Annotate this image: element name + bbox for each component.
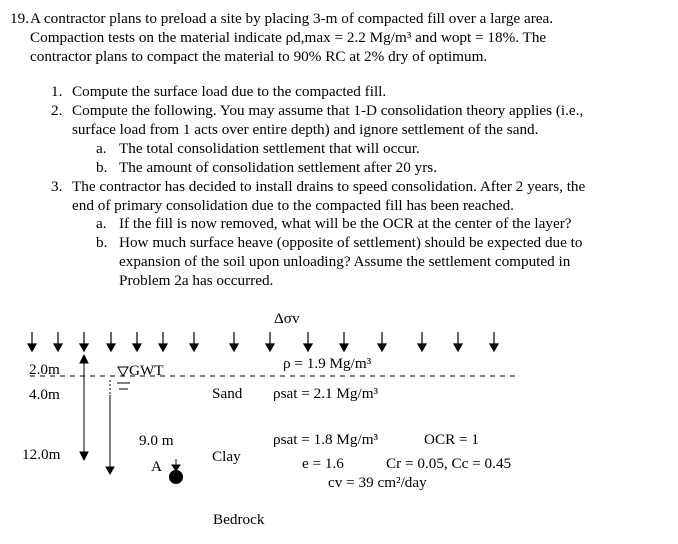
depth-label-12m: 12.0m xyxy=(22,446,61,463)
load-arrow xyxy=(304,332,312,351)
load-arrow xyxy=(159,332,167,351)
load-arrow xyxy=(266,332,274,351)
question-3-number: 3. xyxy=(51,178,63,195)
load-arrow xyxy=(418,332,426,351)
depth-label-9m: 9.0 m xyxy=(139,432,174,449)
load-arrow xyxy=(454,332,462,351)
load-arrow xyxy=(107,332,115,351)
load-arrow xyxy=(340,332,348,351)
sand-saturated-density: ρsat = 2.1 Mg/m³ xyxy=(273,385,379,402)
question-2b-label: b. xyxy=(96,159,108,176)
point-a-label: A xyxy=(151,458,162,475)
question-3-text-line2: end of primary consolidation due to the compacted fill has been reached. xyxy=(72,197,514,214)
problem-number: 19. xyxy=(10,10,29,27)
depth-label-4m: 4.0m xyxy=(29,386,60,403)
bedrock-label: Bedrock xyxy=(213,511,265,528)
question-2a-text: The total consolidation settlement that will occur. xyxy=(119,140,420,157)
clay-saturated-density: ρsat = 1.8 Mg/m³ xyxy=(273,431,379,448)
load-label: Δσv xyxy=(274,310,300,327)
load-arrow xyxy=(378,332,386,351)
question-2b-text: The amount of consolidation settlement after 20 yrs. xyxy=(119,159,438,176)
question-3b-label: b. xyxy=(96,234,108,251)
question-3a-label: a. xyxy=(96,215,107,232)
gwt-triangle-icon xyxy=(118,367,128,376)
clay-void-ratio: e = 1.6 xyxy=(302,455,344,472)
load-arrow xyxy=(490,332,498,351)
gwt-label: GWT xyxy=(129,362,164,379)
problem-intro-line1: A contractor plans to preload a site by placing 3-m of compacted fill over a large area. xyxy=(30,10,554,27)
question-3a-text: If the fill is now removed, what will be the OCR at the center of the layer? xyxy=(119,215,572,232)
load-arrow xyxy=(28,332,36,351)
problem-intro-line3: contractor plans to compact the material to 90% RC at 2% dry of optimum. xyxy=(30,48,488,65)
point-a-arrow xyxy=(172,459,180,471)
clay-cv: cv = 39 cm²/day xyxy=(328,474,427,491)
question-3b-text-line3: Problem 2a has occurred. xyxy=(119,272,274,289)
load-arrow xyxy=(133,332,141,351)
question-2-number: 2. xyxy=(51,102,63,119)
gwt-ground-symbol xyxy=(117,383,130,389)
clay-layer-label: Clay xyxy=(212,448,241,465)
point-a-marker xyxy=(169,470,183,484)
depth-dimension-line xyxy=(80,355,88,460)
question-1-number: 1. xyxy=(51,83,63,100)
question-3b-text-line2: expansion of the soil upon unloading? Assume the settlement computed in xyxy=(119,253,571,270)
question-2a-label: a. xyxy=(96,140,107,157)
clay-compression-indices: Cr = 0.05, Cc = 0.45 xyxy=(386,455,512,472)
clay-ocr: OCR = 1 xyxy=(424,431,479,448)
question-3b-text-line1: How much surface heave (opposite of settlement) should be expected due to xyxy=(119,234,583,251)
question-2-text-line1: Compute the following. You may assume that 1-D consolidation theory applies (i.e., xyxy=(72,102,584,119)
question-3-text-line1: The contractor has decided to install drains to speed consolidation. After 2 years, the xyxy=(72,178,586,195)
problem-intro-line2: Compaction tests on the material indicate ρd,max = 2.2 Mg/m³ and wopt = 18%. The xyxy=(30,29,547,46)
question-1-text: Compute the surface load due to the compacted fill. xyxy=(72,83,387,100)
load-arrow xyxy=(230,332,238,351)
point-a-dimension xyxy=(106,380,114,474)
sand-density: ρ = 1.9 Mg/m³ xyxy=(283,355,372,372)
load-arrow xyxy=(80,332,88,351)
load-arrow xyxy=(54,332,62,351)
question-2-text-line2: surface load from 1 acts over entire depth) and ignore settlement of the sand. xyxy=(72,121,539,138)
load-arrow xyxy=(190,332,198,351)
surface-load-arrows xyxy=(28,332,498,351)
sand-layer-label: Sand xyxy=(212,385,243,402)
depth-label-2m: 2.0m xyxy=(29,361,60,378)
